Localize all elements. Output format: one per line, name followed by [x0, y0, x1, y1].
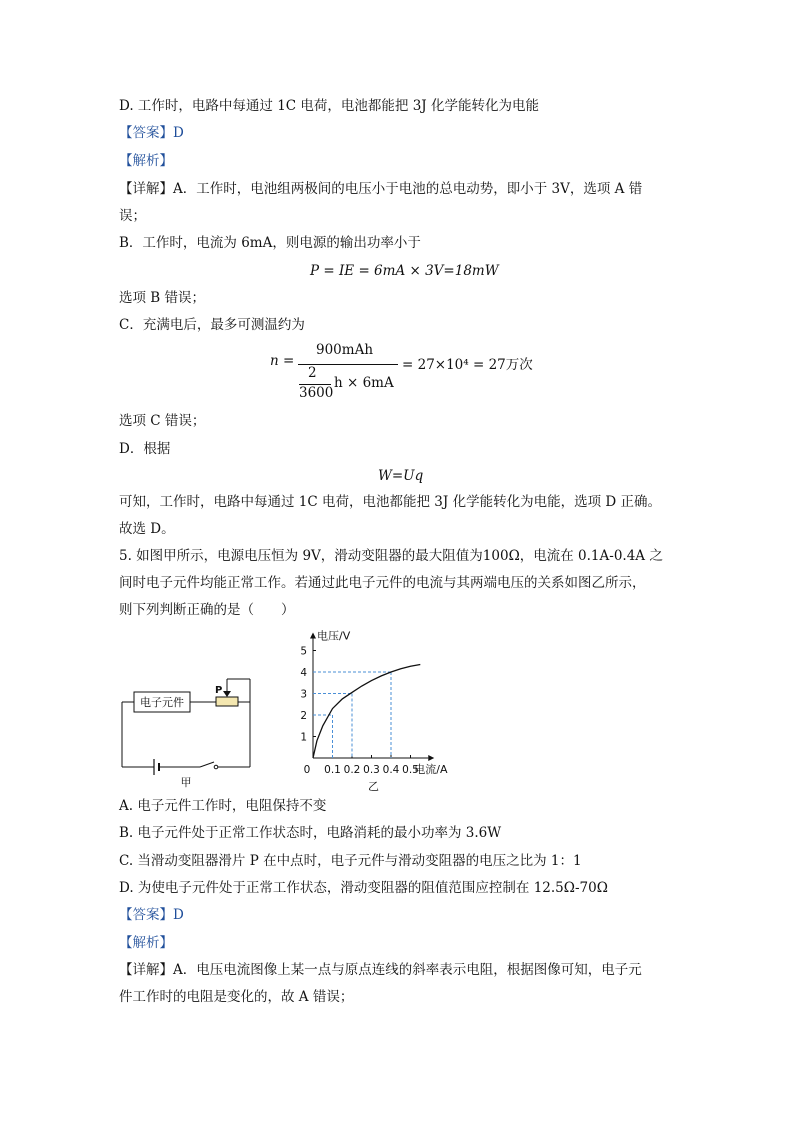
switch	[200, 762, 214, 767]
iv-chart	[295, 620, 485, 795]
option-d: D. 为使电子元件处于正常工作状态，滑动变阻器的阻值范围应控制在 12.5Ω-70Ω	[119, 880, 608, 896]
detail-line-4: 选项 B 错误；	[119, 290, 206, 306]
x-tick-label: 0.5	[402, 764, 419, 776]
detail-line-2: 误；	[119, 208, 146, 224]
eq-numerator: 900mAh	[316, 342, 374, 358]
x-tick-label: 0.1	[324, 764, 341, 776]
detail-line-5: C．充满电后，最多可测温约为	[119, 317, 305, 333]
equation-power: P = IE = 6mA × 3V=18mW	[310, 263, 499, 279]
component-label: 电子元件	[140, 696, 184, 709]
option-c: C. 当滑动变阻器滑片 P 在中点时，电子元件与滑动变阻器的电压之比为 1：1	[119, 853, 582, 869]
eq-den-rest: h × 6mA	[334, 375, 394, 391]
x-axis-arrow	[428, 755, 434, 761]
iv-curve	[313, 665, 420, 759]
eq-inner-den: 3600	[299, 385, 334, 401]
analysis-label-2: 【解析】	[119, 935, 173, 951]
y-axis-label: 电压/V	[317, 629, 351, 643]
detail-line-7: D．根据	[119, 441, 171, 457]
y-tick-label: 3	[300, 688, 307, 701]
x-tick-label: 0	[303, 764, 311, 776]
y-tick-label: 5	[300, 645, 307, 658]
equation-count	[270, 338, 540, 404]
rheostat	[216, 697, 238, 706]
question-5-line-1: 5. 如图甲所示，电源电压恒为 9V，滑动变阻器的最大阻值为100Ω，电流在 0.1A-0.4A 之	[119, 548, 663, 564]
detail-line-3: B．工作时，电流为 6mA，则电源的输出功率小于	[119, 235, 421, 251]
option-b: B. 电子元件处于正常工作状态时，电路消耗的最小功率为 3.6W	[119, 825, 502, 841]
eq-rhs: = 27×10⁴ = 27万次	[402, 357, 533, 373]
detail-2-line-1: 【详解】A．电压电流图像上某一点与原点连线的斜率表示电阻，根据图像可知，电子元	[119, 962, 642, 978]
x-tick-label: 0.4	[382, 764, 400, 776]
line-1: D. 工作时，电路中每通过 1C 电荷，电池都能把 3J 化学能转化为电能	[119, 98, 540, 114]
x-tick-label: 0.2	[343, 764, 361, 776]
slider-label: P	[215, 685, 223, 696]
answer-label-2: 【答案】D	[119, 907, 184, 923]
answer-label-1: 【答案】D	[119, 125, 184, 141]
chart-caption: 乙	[368, 780, 379, 793]
circuit-diagram	[110, 665, 260, 790]
detail-line-9: 故选 D。	[119, 521, 175, 537]
y-tick-label: 1	[300, 731, 307, 744]
eq-n: n =	[270, 353, 295, 369]
detail-2-line-2: 件工作时的电阻是变化的，故 A 错误；	[119, 989, 354, 1005]
eq-inner-num: 2	[308, 365, 317, 381]
equation-work: W=Uq	[378, 468, 424, 484]
detail-line-8: 可知，工作时，电路中每通过 1C 电荷，电池都能把 3J 化学能转化为电能，选项 D 正确。	[119, 494, 661, 510]
y-tick-label: 4	[300, 667, 307, 679]
analysis-label-1: 【解析】	[119, 153, 173, 169]
x-tick-label: 0.3	[363, 764, 380, 776]
detail-line-1: 【详解】A．工作时，电池组两极间的电压小于电池的总电动势，即小于 3V，选项 A 错	[119, 181, 643, 197]
option-a: A. 电子元件工作时，电阻保持不变	[119, 798, 327, 814]
detail-line-6: 选项 C 错误；	[119, 413, 206, 429]
circuit-caption: 甲	[180, 776, 192, 789]
question-5-line-2: 间时电子元件均能正常工作。若通过此电子元件的电流与其两端电压的关系如图乙所示，	[119, 575, 646, 591]
question-5-line-3: 则下列判断正确的是（ ）	[119, 602, 295, 618]
y-axis-arrow	[310, 633, 316, 639]
x-axis-label: 电流/A	[414, 763, 448, 776]
y-tick-label: 2	[300, 710, 307, 722]
